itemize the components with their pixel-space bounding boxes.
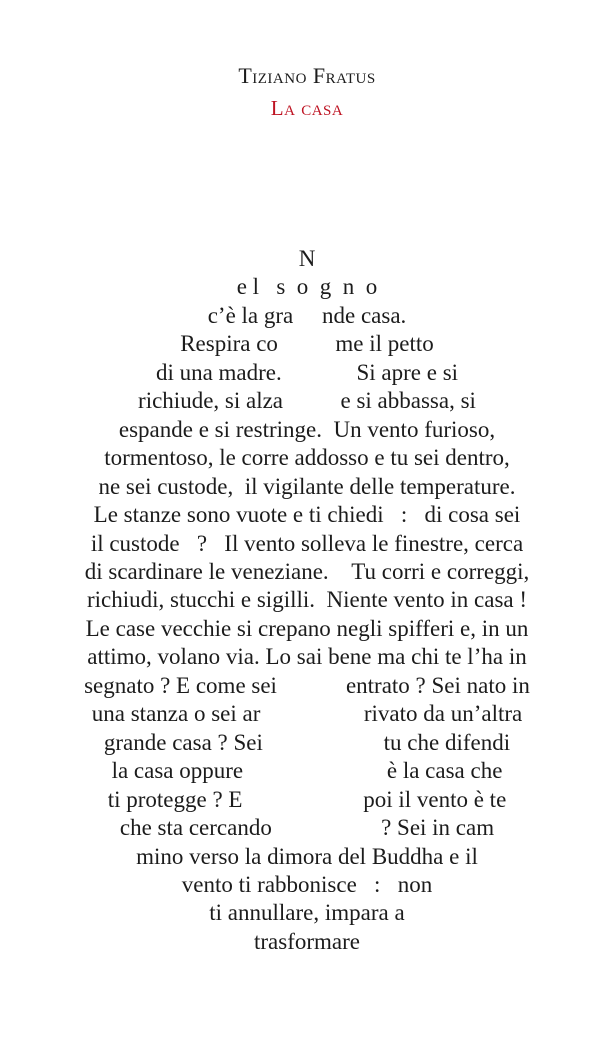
poem-title: La casa [270, 96, 344, 120]
poem-line: richiudi, stucchi e sigilli. Niente vento in casa ! [86, 587, 528, 613]
poem-line: Le case vecchie si crepano negli spifferi e, in un [85, 615, 529, 641]
poem-line: c’è la gra nde casa. [207, 302, 407, 328]
poem-line: espande e si restringe. Un vento furioso, [118, 416, 496, 442]
poem-line: ne sei custode, il vigilante delle temperature. [98, 473, 516, 499]
poem-line: che sta cercando ? Sei in cam [119, 815, 495, 841]
poem-line: vento ti rabbonisce : non [181, 871, 433, 897]
poem-line: segnato ? E come sei entrato ? Sei nato in [84, 672, 530, 698]
poem-line: grande casa ? Sei tu che difendi [103, 729, 511, 755]
poem-line: ti protegge ? E poi il vento è te [107, 786, 507, 812]
poem-line: tormentoso, le corre addosso e tu sei dentro, [104, 445, 510, 471]
poem-line: di scardinare le veneziane. Tu corri e correggi, [84, 558, 530, 584]
poem-line: trasformare [254, 928, 360, 954]
poem-line: Le stanze sono vuote e ti chiedi : di cosa sei [93, 502, 521, 528]
poem-line: attimo, volano via. Lo sai bene ma chi te l’ha in [87, 644, 527, 670]
poem-line: il custode ? Il vento solleva le finestre, cerca [90, 530, 524, 556]
poem-line: richiude, si alza e si abbassa, si [138, 388, 476, 414]
poem-header [0, 0, 614, 123]
poem-line: di una madre. Si apre e si [155, 359, 459, 385]
poem-line: una stanza o sei ar rivato da un’altra [91, 701, 523, 727]
poem-line: e l s o g n o [236, 274, 378, 300]
poem-line: mino verso la dimora del Buddha e il [136, 843, 478, 869]
poem-line: ti annullare, impara a [209, 900, 405, 926]
poem-line: Respira co me il petto [180, 331, 434, 357]
poem-line: N [298, 246, 316, 271]
poem-line: la casa oppure è la casa che [111, 758, 503, 784]
author-name: Tiziano Fratus [238, 63, 376, 88]
poem-body [0, 245, 614, 956]
